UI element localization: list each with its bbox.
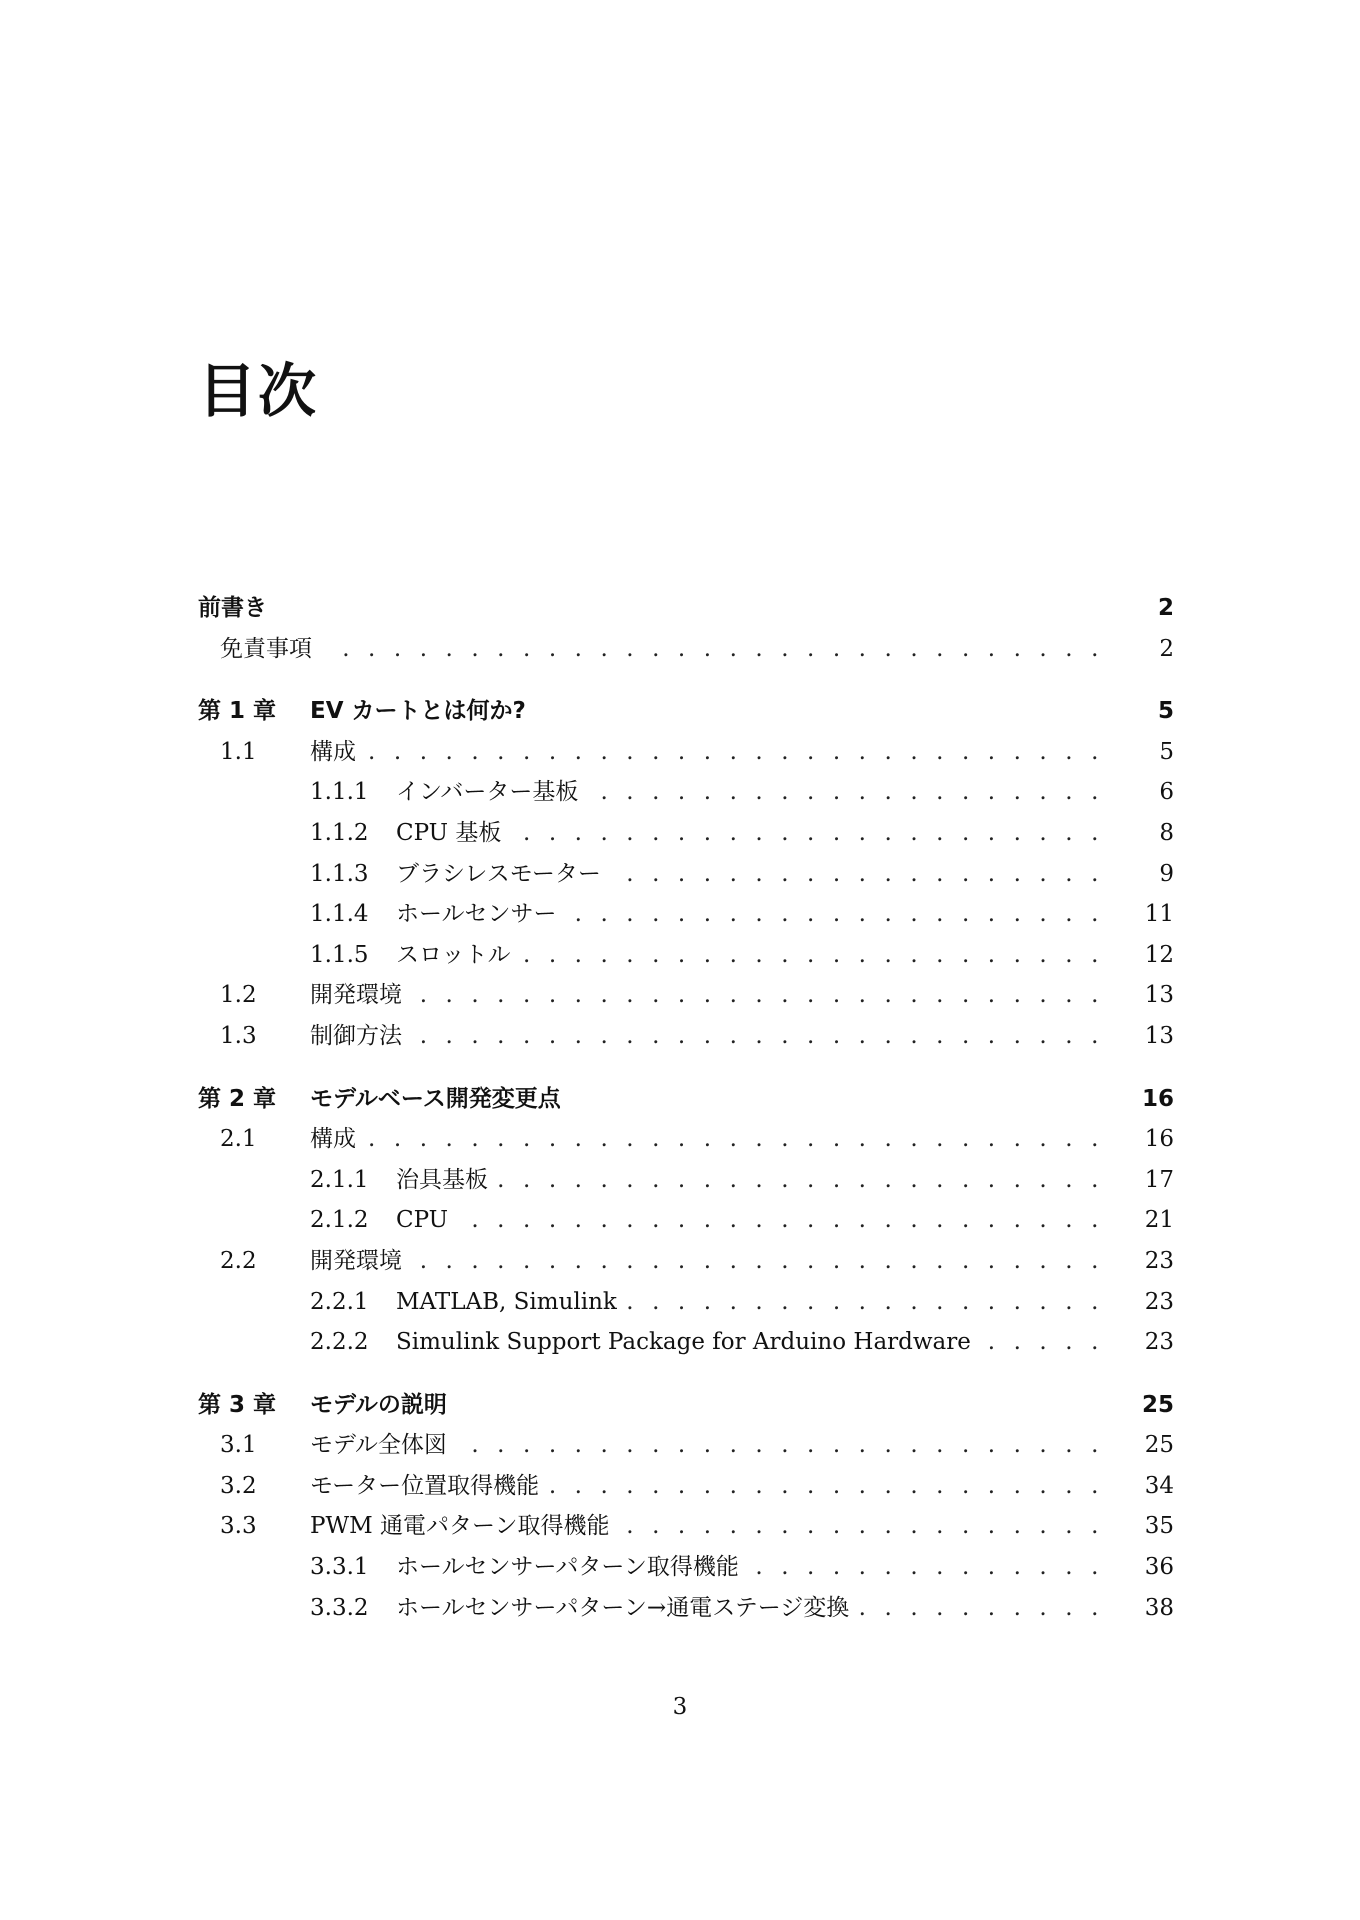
toc-section-entry-title: 制御方法 (310, 1023, 412, 1049)
toc-subsection-entry-label (396, 935, 1104, 976)
toc-section-entry-label (310, 1466, 1104, 1507)
toc-chapter-entry-label (310, 1385, 1104, 1426)
toc-subsection-entry-page: 12 (1144, 941, 1174, 968)
toc-preface-item-label (220, 629, 1104, 670)
toc-chapter-entry-page: 25 (1141, 1391, 1174, 1418)
toc-subsection-entry-number: 2.1.2 (310, 1207, 369, 1234)
toc-subsection-entry-title: インバーター基板 (396, 779, 588, 805)
toc-section-entry[interactable] (198, 975, 1174, 1016)
toc-section-entry-label (310, 1241, 1104, 1282)
toc-section-entry-label (310, 1119, 1104, 1160)
toc-subsection-entry-number: 1.1.2 (310, 819, 369, 846)
toc-section-entry-title: モデル全体図 (310, 1432, 457, 1458)
toc-section-entry-label (310, 1425, 1104, 1466)
toc-chapter (198, 1079, 1174, 1363)
toc-section-entry-label (310, 975, 1104, 1016)
toc-section-entry-title: 構成 (310, 739, 366, 765)
toc-section-entry-page: 35 (1144, 1513, 1174, 1540)
toc-chapter-entry-label (310, 691, 1104, 732)
toc-subsection-entry-page: 38 (1144, 1594, 1174, 1621)
toc-subsection-entry-number: 2.1.1 (310, 1166, 369, 1193)
toc-section-entry-number: 1.2 (220, 982, 257, 1009)
toc-subsection-entry-page: 21 (1144, 1207, 1174, 1234)
toc-subsection-entry[interactable] (198, 1160, 1174, 1201)
toc-subsection-entry-title: ホールセンサーパターン取得機能 (396, 1554, 749, 1580)
toc-section-entry[interactable] (198, 1241, 1174, 1282)
table-of-contents (198, 588, 1174, 1650)
toc-section-entry-label (310, 1016, 1104, 1057)
toc-section-entry-page: 16 (1144, 1126, 1174, 1153)
toc-subsection-entry-label (396, 1322, 1104, 1363)
toc-subsection-entry-number: 2.2.1 (310, 1288, 369, 1315)
toc-section-entry[interactable] (198, 732, 1174, 773)
toc-section-entry-title: モーター位置取得機能 (310, 1473, 549, 1499)
toc-section-entry-number: 2.1 (220, 1126, 257, 1153)
toc-subsection-entry-number: 3.3.2 (310, 1594, 369, 1621)
toc-subsection-entry-title: CPU 基板 (396, 820, 511, 846)
toc-subsection-entry-label (396, 1547, 1104, 1588)
toc-section-entry-page: 13 (1144, 982, 1174, 1009)
toc-subsection-entry-title: Simulink Support Package for Arduino Hardware (396, 1329, 981, 1355)
toc-subsection-entry-title: ブラシレスモーター (396, 861, 611, 887)
toc-preface-entry[interactable] (198, 588, 1174, 629)
toc-preface-item-title: 免責事項 (220, 636, 322, 662)
toc-section-entry[interactable] (198, 1425, 1174, 1466)
toc-chapter-entry[interactable] (198, 1079, 1174, 1120)
toc-preface-item-page: 2 (1159, 635, 1174, 662)
toc-section-entry-number: 1.1 (220, 738, 257, 765)
toc-subsection-entry-page: 23 (1144, 1329, 1174, 1356)
toc-subsection-entry-number: 1.1.4 (310, 901, 369, 928)
toc-subsection-entry-label (396, 1282, 1104, 1323)
toc-subsection-entry-page: 6 (1159, 779, 1174, 806)
toc-subsection-entry-title: ホールセンサー (396, 901, 567, 927)
toc-preface (198, 588, 1174, 669)
toc-section-entry-page: 34 (1144, 1472, 1174, 1499)
toc-subsection-entry-page: 36 (1144, 1554, 1174, 1581)
toc-subsection-entry-page: 17 (1144, 1166, 1174, 1193)
toc-section-entry-title: 構成 (310, 1126, 366, 1152)
toc-section-entry-number: 2.2 (220, 1247, 257, 1274)
toc-chapter-entry-number: 第 2 章 (198, 1085, 277, 1112)
toc-subsection-entry-number: 1.1.1 (310, 779, 369, 806)
toc-subsection-entry-title: ホールセンサーパターン→通電ステージ変換 (396, 1595, 859, 1621)
toc-subsection-entry[interactable] (198, 1282, 1174, 1323)
toc-section-entry-number: 3.1 (220, 1432, 257, 1459)
toc-section-entry-page: 25 (1144, 1432, 1174, 1459)
toc-subsection-entry[interactable] (198, 1547, 1174, 1588)
toc-subsection-entry[interactable] (198, 935, 1174, 976)
page-number: 3 (672, 1694, 688, 1720)
toc-chapter-entry-label (310, 1079, 1104, 1120)
toc-subsection-entry-number: 2.2.2 (310, 1329, 369, 1356)
toc-preface-entry-page: 2 (1157, 595, 1174, 621)
toc-subsection-entry[interactable] (198, 854, 1174, 895)
toc-section-entry-page: 23 (1144, 1247, 1174, 1274)
toc-section-entry-number: 3.3 (220, 1513, 257, 1540)
toc-subsection-entry-title: MATLAB, Simulink (396, 1289, 627, 1315)
toc-subsection-entry-label (396, 1200, 1104, 1241)
toc-section-entry-label (310, 1506, 1104, 1547)
toc-section-entry-title: 開発環境 (310, 1248, 412, 1274)
toc-section-entry-number: 3.2 (220, 1472, 257, 1499)
toc-subsection-entry-title: スロットル (396, 942, 521, 968)
toc-section-entry-title: 開発環境 (310, 982, 412, 1008)
toc-subsection-entry[interactable] (198, 813, 1174, 854)
toc-subsection-entry-title: CPU (396, 1207, 458, 1233)
toc-preface-entry-title: 前書き (198, 595, 277, 621)
toc-subsection-entry[interactable] (198, 894, 1174, 935)
toc-subsection-entry-label (396, 772, 1104, 813)
toc-subsection-entry-page: 11 (1144, 901, 1174, 928)
toc-preface-item[interactable] (198, 629, 1174, 670)
toc-subsection-entry[interactable] (198, 1588, 1174, 1629)
toc-subsection-entry-page: 23 (1144, 1288, 1174, 1315)
toc-chapter-entry-title: モデルベース開発変更点 (310, 1086, 571, 1112)
toc-subsection-entry-number: 1.1.5 (310, 941, 369, 968)
toc-chapter-entry-page: 16 (1141, 1085, 1174, 1112)
toc-chapter-entry-title: モデルの説明 (310, 1392, 457, 1418)
toc-subsection-entry-number: 1.1.3 (310, 860, 369, 887)
toc-chapter (198, 691, 1174, 1056)
toc-preface-entry-label (198, 588, 1104, 629)
toc-section-entry-page: 13 (1144, 1022, 1174, 1049)
toc-subsection-entry-number: 3.3.1 (310, 1554, 369, 1581)
toc-subsection-entry-title: 治具基板 (396, 1167, 498, 1193)
toc-section-entry-page: 5 (1159, 738, 1174, 765)
toc-subsection-entry-label (396, 1588, 1104, 1629)
toc-chapter (198, 1385, 1174, 1629)
toc-subsection-entry[interactable] (198, 1322, 1174, 1363)
toc-subsection-entry-label (396, 813, 1104, 854)
toc-section-entry[interactable] (198, 1506, 1174, 1547)
toc-section-entry-label (310, 732, 1104, 773)
toc-subsection-entry-label (396, 854, 1104, 895)
toc-section-entry[interactable] (198, 1119, 1174, 1160)
toc-subsection-entry-page: 9 (1159, 860, 1174, 887)
toc-chapter-entry-title: EV カートとは何か? (310, 698, 536, 724)
toc-subsection-entry[interactable] (198, 772, 1174, 813)
toc-section-entry-title: PWM 通電パターン取得機能 (310, 1513, 620, 1539)
toc-section-entry[interactable] (198, 1466, 1174, 1507)
page-title: 目次 (198, 357, 319, 425)
toc-chapter-entry-number: 第 1 章 (198, 698, 277, 725)
toc-subsection-entry[interactable] (198, 1200, 1174, 1241)
toc-section-entry-number: 1.3 (220, 1022, 257, 1049)
toc-chapter-entry[interactable] (198, 1385, 1174, 1426)
toc-chapter-entry[interactable] (198, 691, 1174, 732)
toc-subsection-entry-page: 8 (1159, 819, 1174, 846)
toc-subsection-entry-label (396, 894, 1104, 935)
toc-section-entry[interactable] (198, 1016, 1174, 1057)
toc-subsection-entry-label (396, 1160, 1104, 1201)
toc-chapter-entry-number: 第 3 章 (198, 1391, 277, 1418)
toc-chapter-entry-page: 5 (1157, 698, 1174, 725)
